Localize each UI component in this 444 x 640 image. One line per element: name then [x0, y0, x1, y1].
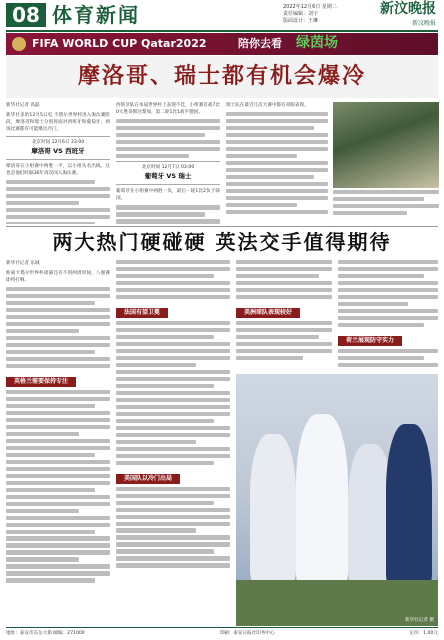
footer-address: 地址：泰安市东岳大街 邮编：271000	[6, 631, 85, 636]
top-col2-tail: 葡萄牙在小组赛中两胜一负，最后一轮1比2负于韩国。	[116, 189, 220, 202]
world-cup-banner	[6, 33, 438, 55]
text-filler	[6, 180, 110, 224]
match-box-1	[6, 136, 110, 160]
subhead-4: 美洲球队表现较好	[236, 308, 300, 318]
second-lead: 距离卡塔尔世界杯闭幕还有不到两周时间，八强赛即将打响。	[6, 271, 110, 283]
second-col-4	[338, 260, 438, 372]
top-col-2	[116, 102, 220, 224]
top-col-4	[333, 190, 439, 224]
editor-credit: 责任编辑：刘宇	[283, 11, 319, 17]
designer-credit: 版面设计：王琳	[283, 18, 319, 24]
subhead-1: 英格兰需要保持专注	[6, 377, 76, 387]
second-col-1	[6, 260, 110, 625]
photo-caption: 新华社记者 摄	[404, 618, 434, 623]
text-filler	[236, 260, 332, 299]
subhead-5: 荷兰展现防守实力	[338, 336, 402, 346]
players-photo	[236, 374, 438, 626]
top-col-1	[6, 102, 110, 224]
match-photo	[333, 102, 439, 188]
header-rule	[6, 30, 438, 32]
section-divider	[6, 226, 438, 227]
top-col1-text: 新华社多哈12月5日电 卡塔尔世界杯进入淘汰赛阶段，摩洛哥和瑞士分别将面对西班牙和葡萄牙，两场比赛都有可能爆出冷门。	[6, 113, 110, 132]
top-col1-tail: 摩洛哥在小组赛中两胜一平，以小组头名出线，这也是他们时隔36年再次闯入淘汰赛。	[6, 164, 110, 176]
issue-date: 2022年12月6日 星期二	[283, 4, 337, 10]
text-filler	[116, 119, 220, 158]
subhead-3: 美国队以冷门出局	[116, 474, 180, 484]
text-filler	[116, 205, 220, 223]
page-number: 08	[6, 3, 46, 27]
match1-time: 北京时间 12月6日 23:00	[31, 140, 85, 145]
text-filler	[338, 349, 438, 367]
masthead	[0, 0, 444, 32]
footer-price: 定价：1.00元	[409, 631, 438, 636]
top-byline: 新华社记者 高磊	[6, 103, 40, 108]
match-box-2	[116, 161, 220, 185]
top-col2-head: 西班牙队在本届世界杯上表现不佳，小组赛首战7比0大胜哥斯达黎加，第二轮1比1战平德国。	[116, 103, 220, 115]
banner-slogan: 陪你去看	[238, 37, 282, 50]
text-filler	[116, 487, 230, 568]
section-title: 体育新闻	[52, 3, 140, 27]
page-footer	[6, 627, 438, 639]
subhead-2: 法国有望卫冕	[116, 308, 168, 318]
second-col-3	[236, 260, 332, 372]
text-filler	[116, 321, 230, 465]
banner-accent: 绿茵场	[296, 35, 338, 51]
footer-printer: 印刷：泰安日报社印务中心	[219, 631, 275, 636]
banner-title: FIFA WORLD CUP Qatar2022	[32, 37, 207, 50]
text-filler	[236, 321, 332, 360]
second-col-2	[116, 260, 230, 625]
second-byline: 新华社记者 乐城	[6, 261, 40, 266]
text-filler	[6, 287, 110, 368]
match1-teams: 摩洛哥 VS 西班牙	[31, 147, 85, 155]
newspaper-logo: 新汶晚报	[380, 1, 436, 17]
issue-info	[283, 4, 383, 25]
newspaper-logo-sub: 新汶晚报	[411, 20, 436, 27]
text-filler	[338, 260, 438, 327]
match2-time: 北京时间 12月7日 03:00	[141, 165, 195, 171]
second-headline: 两大热门硬碰硬 英法交手值得期待	[52, 230, 392, 254]
match2-teams: 葡萄牙 VS 瑞士	[144, 172, 192, 181]
top-col3-text: 瑞士队在最近几次大赛中都有亮眼表现。	[226, 103, 309, 108]
trophy-icon	[12, 37, 26, 51]
text-filler	[6, 390, 110, 583]
top-col-3	[226, 102, 328, 224]
top-headline: 摩洛哥、瑞士都有机会爆冷	[77, 63, 366, 89]
headline-banner	[6, 56, 438, 98]
text-filler	[116, 260, 230, 299]
text-filler	[226, 112, 328, 214]
